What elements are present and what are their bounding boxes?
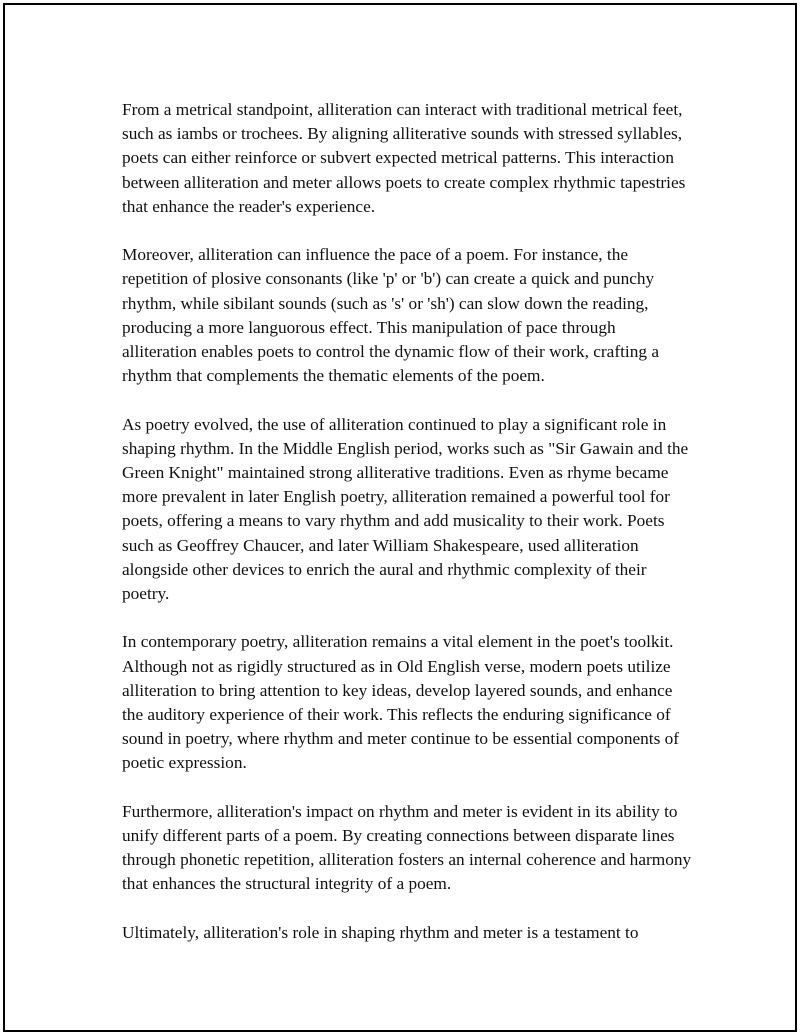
page-body	[122, 98, 692, 969]
paragraph-metrical-standpoint: From a metrical standpoint, alliteration can interact with traditional metrical feet, such as iambs or trochees. By aligning alliterative sounds with stressed syllables, poets can either reinforce or subvert expected metrical patterns. This interaction between alliteration and meter allows poets to create complex rhythmic tapestries that enhance the reader's experience.	[122, 100, 686, 216]
page	[3, 3, 797, 1032]
paragraph-unity: Furthermore, alliteration's impact on rhythm and meter is evident in its ability to unify different parts of a poem. By creating connections between disparate lines through phonetic repetition, alliteration fosters an internal coherence and harmony that enhances the structural integrity of a poem.	[122, 801, 692, 894]
paragraph-evolution: As poetry evolved, the use of alliteration continued to play a significant role in shaping rhythm. In the Middle English period, works such as "Sir Gawain and the Green Knight" maintained strong alliterative traditions. Even as rhyme became more prevalent in later English poetry, alliteration remained a powerful tool for poets, offering a means to vary rhythm and add musicality to their work. Poets such as Geoffrey Chaucer, and later William Shakespeare, used alliteration alongside other devices to enrich the aural and rhythmic complexity of their poetry.	[122, 414, 689, 604]
paragraph-conclusion: Ultimately, alliteration's role in shaping rhythm and meter is a testament to	[122, 922, 639, 942]
paragraph-pace: Moreover, alliteration can influence the pace of a poem. For instance, the repetition of plosive consonants (like 'p' or 'b') can create a quick and punchy rhythm, while sibilant sounds (such as 's' or 'sh') can slow down the reading, producing a more languorous effect. This manipulation of pace through alliteration enables poets to control the dynamic flow of their work, crafting a rhythm that complements the thematic elements of the poem.	[122, 245, 659, 386]
paragraph-contemporary: In contemporary poetry, alliteration remains a vital element in the poet's toolkit. Although not as rigidly structured as in Old English verse, modern poets utilize alliteration to bring attention to key ideas, develop layered sounds, and enhance the auditory experience of their work. This reflects the enduring significance of sound in poetry, where rhythm and meter continue to be essential components of poetic expression.	[122, 632, 680, 773]
